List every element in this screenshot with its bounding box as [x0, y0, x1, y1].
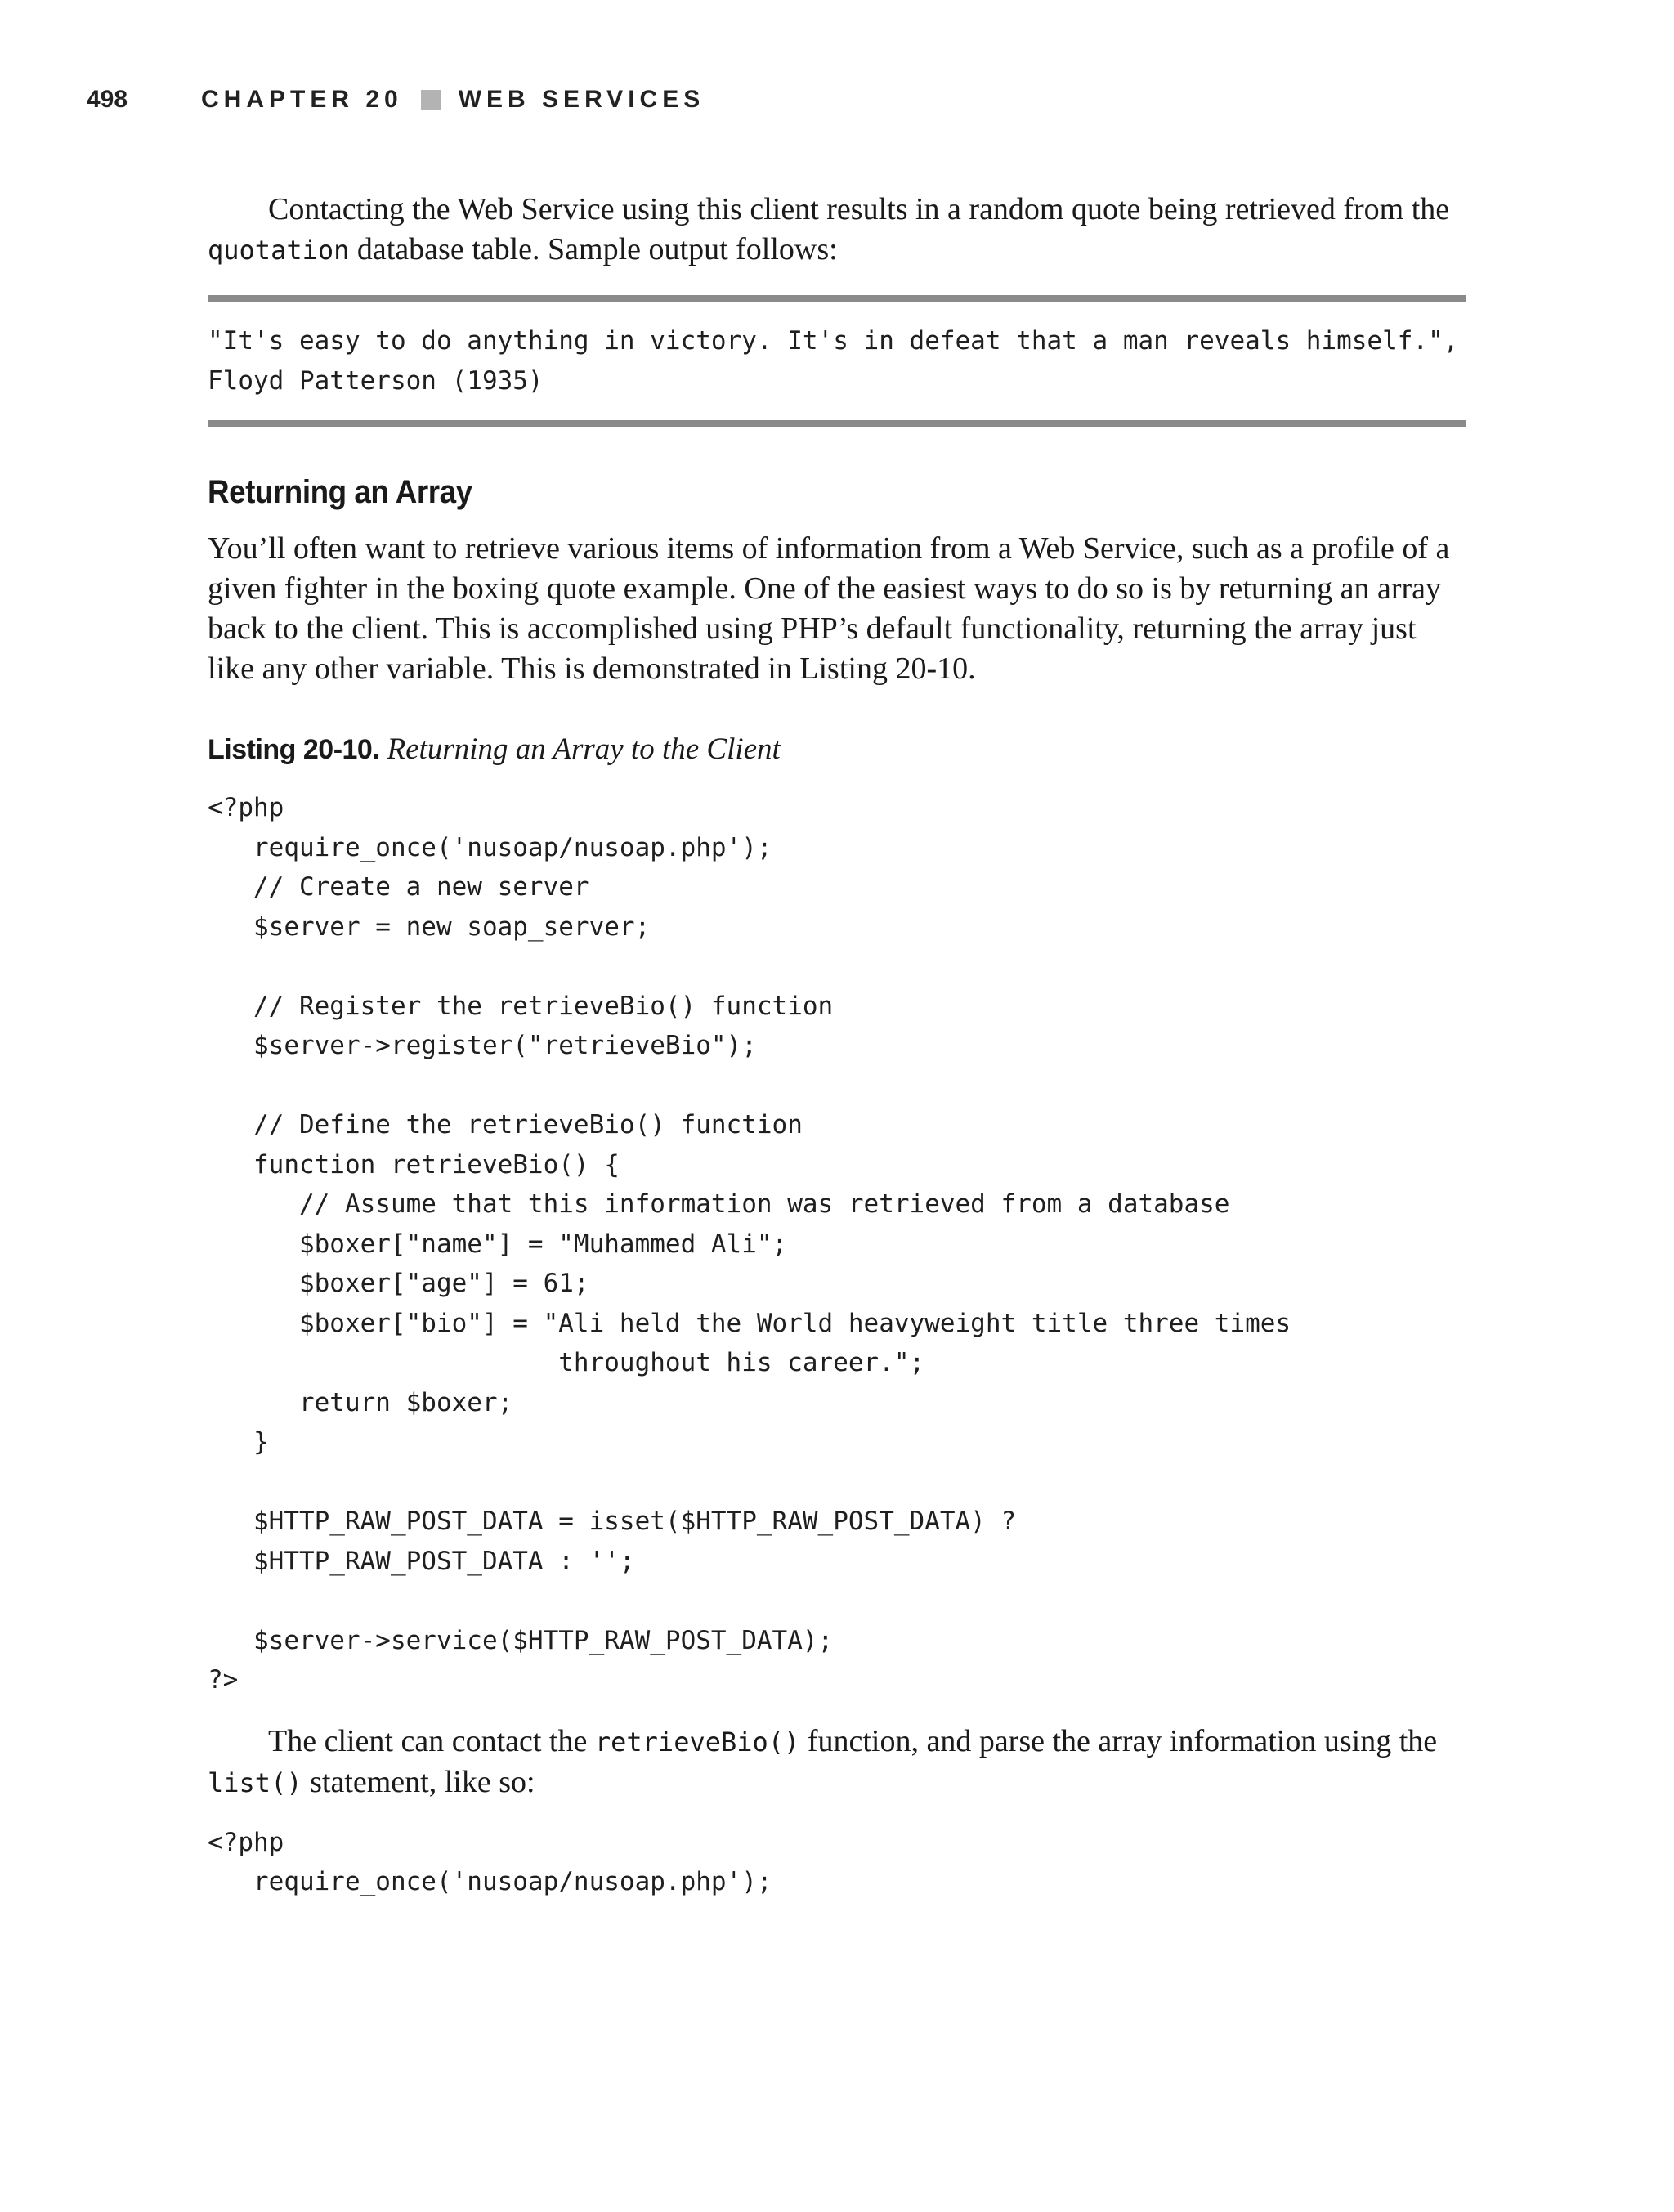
page-content: [208, 190, 1466, 1902]
client-paragraph: [208, 1722, 1466, 1803]
running-head: [87, 82, 705, 118]
section-paragraph: You’ll often want to retrieve various items of information from a Web Service, such as a profile of a given fighter in the boxing quote example. One of the easiest ways to do so is by returning an array back to the client. This is accomplished using PHP’s default functionality, returning the array just like any other variable. This is demonstrated in Listing 20-10.: [208, 531, 1450, 686]
intro-paragraph: [208, 190, 1466, 271]
client-code: <?php require_once('nusoap/nusoap.php');: [208, 1827, 772, 1896]
client-text-2: function, and parse the array information using the: [799, 1723, 1438, 1758]
section-heading: Returning an Array: [208, 474, 472, 510]
client-inline-code-2: list(): [208, 1766, 302, 1798]
listing-title: Returning an Array to the Client: [387, 732, 781, 766]
sample-output: "It's easy to do anything in victory. It's in defeat that a man reveals himself.", Floyd Patterson (1935): [208, 326, 1459, 396]
intro-inline-code: quotation: [208, 235, 350, 266]
client-text-1: The client can contact the: [268, 1723, 595, 1758]
listing-code: <?php require_once('nusoap/nusoap.php'); // Create a new server $server = new soap_server; // Register the retrieveBio() function $server->register("retrieveBio"); // Define the retrieveBio() function function retrieveBio() { // Assume that this information was retrieved from a database $boxer["name"] = "Muhammed Ali"; $boxer["age"] = 61; $boxer["bio"] = "Ali held the World heavyweight title three times throughout his career."; return $boxer; } $HTTP_RAW_POST_DATA = isset($HTTP_RAW_POST_DATA) ? $HTTP_RAW_POST_DATA : ''; $server->service($HTTP_RAW_POST_DATA); ?>: [208, 793, 1291, 1695]
intro-text-2: database table. Sample output follows:: [349, 232, 838, 266]
output-top-rule: [208, 295, 1466, 302]
running-section-title: WEB SERVICES: [458, 86, 705, 113]
client-text-3: statement, like so:: [302, 1764, 535, 1799]
listing-caption: [208, 732, 1466, 767]
chapter-label: CHAPTER 20: [201, 86, 403, 113]
square-separator-icon: [421, 90, 441, 110]
page-number: 498: [87, 86, 128, 113]
output-bottom-rule: [208, 420, 1466, 427]
client-inline-code-1: retrieveBio(): [594, 1726, 800, 1758]
intro-text-1: Contacting the Web Service using this client results in a random quote being retrieved from the: [268, 192, 1450, 226]
listing-label: Listing 20-10.: [208, 734, 380, 765]
